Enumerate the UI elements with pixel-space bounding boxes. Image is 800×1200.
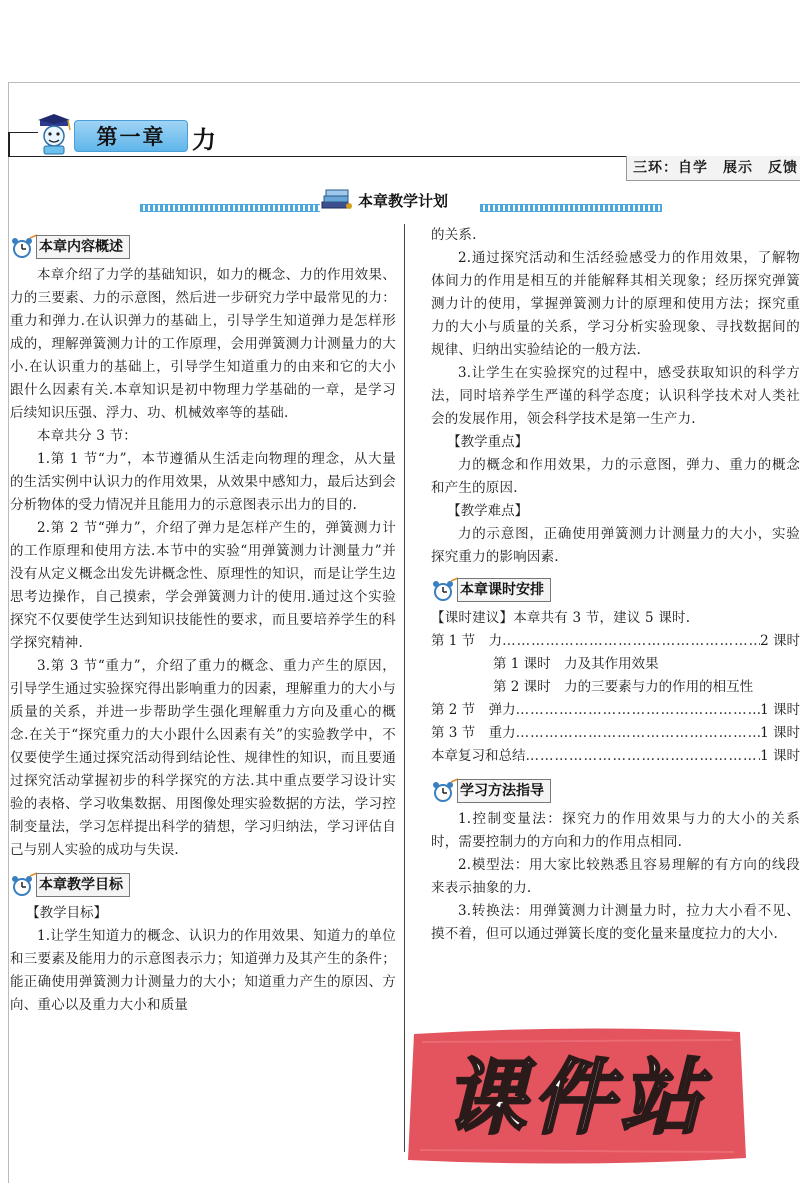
alarm-clock-icon: [10, 234, 38, 260]
mascot-icon: [34, 112, 74, 156]
schedule-row: [431, 699, 800, 722]
methods-paragraph: 2.模型法：用大家比较熟悉且容易理解的有方向的线段来表示抽象的力.: [431, 857, 800, 896]
difficulties-text: 力的示意图，正确使用弹簧测力计测量力的大小，实验探究重力的影响因素.: [431, 526, 800, 565]
alarm-clock-icon: [431, 577, 459, 603]
leader-dots: [516, 699, 760, 722]
schedule-lesson: 第 2 节 弹力: [431, 702, 516, 718]
column-divider: [404, 224, 405, 1152]
schedule-hours: 1 课时: [760, 702, 800, 718]
key-points-tag: 【教学重点】: [447, 434, 529, 450]
schedule-subrow: 第 1 课时 力及其作用效果: [493, 656, 659, 672]
goals-paragraph: 1.让学生知道力的概念、认识力的作用效果、知道力的单位和三要素及能用力的示意图表示力；知道弹力及其产生的条件；能正确使用弹簧测力计测量力的大小；知道重力产生的原因、方向、重心以及重力大小和质量: [10, 928, 396, 1013]
section-title: 学习方法指导: [457, 779, 551, 803]
schedule-hours: 1 课时: [760, 748, 800, 764]
schedule-row: [431, 722, 800, 745]
section-heading-overview: [10, 234, 396, 260]
schedule-lesson: 第 3 节 重力: [431, 725, 516, 741]
key-points-text: 力的概念和作用效果，力的示意图，弹力、重力的概念和产生的原因.: [431, 457, 800, 496]
watermark-stamp: [400, 1022, 752, 1168]
schedule-intro: 【课时建议】本章共有 3 节，建议 5 课时.: [431, 610, 691, 626]
methods-paragraph: 1.控制变量法：探究力的作用效果与力的大小的关系时，需要控制力的方向和力的作用点相同.: [431, 811, 800, 850]
chapter-title: 力: [192, 125, 216, 154]
watermark-text: 课件站: [444, 1051, 708, 1146]
difficulties-tag: 【教学难点】: [447, 503, 529, 519]
alarm-clock-icon: [10, 872, 38, 898]
plan-banner-title: 本章教学计划: [358, 191, 449, 210]
right-column: [431, 224, 800, 946]
goals-paragraph-continued: 的关系.: [431, 227, 477, 243]
schedule-subrow: 第 2 课时 力的三要素与力的作用的相互性: [493, 679, 754, 695]
goals-paragraph: 2.通过探究活动和生活经验感受力的作用效果，了解物体间力的作用是相互的并能解释其相关现象；经历探究弹簧测力计的使用，掌握弹簧测力计的原理和使用方法；探究重力的大小与质量的关系，学习分析实验现象、寻找数据间的规律、归纳出实验结论的一般方法.: [431, 250, 800, 358]
goals-paragraph: 3.让学生在实验探究的过程中，感受获取知识的科学方法，同时培养学生严谨的科学态度；认识科学技术对人类社会的发展作用，领会科学技术是第一生产力.: [431, 365, 800, 427]
chapter-badge: 第一章: [74, 120, 188, 152]
left-column: [10, 228, 396, 1017]
overview-paragraph: 本章共分 3 节：: [37, 428, 137, 444]
section-heading-methods: [431, 778, 800, 804]
plan-banner: [140, 186, 662, 216]
overview-paragraph: 2.第 2 节“弹力”，介绍了弹力是怎样产生的，弹簧测力计的工作原理和使用方法.本节中的实验“用弹簧测力计测量力”并没有从定义概念出发先讲概念性、原理性的知识，而是让学生边思考边操作，自己摸索，学会弹簧测力计的使用.通过这个实验探究不仅要使学生达到知识技能性的要求，而且要培养学生的科学探究精神.: [10, 520, 396, 651]
schedule-hours: 1 课时: [760, 725, 800, 741]
section-title: 本章内容概述: [36, 235, 130, 259]
methods-paragraph: 3.转换法：用弹簧测力计测量力时，拉力大小看不见、摸不着，但可以通过弹簧长度的变化量来量度拉力的大小.: [431, 903, 800, 942]
schedule-lesson: 本章复习和总结: [431, 748, 526, 764]
schedule-hours: 2 课时: [760, 633, 800, 649]
leader-dots: [516, 722, 760, 745]
banner-label-box: [320, 188, 480, 212]
schedule-lesson: 第 1 节 力: [431, 633, 503, 649]
overview-paragraph: 3.第 3 节“重力”，介绍了重力的概念、重力产生的原因，引导学生通过实验探究得出影响重力的因素，理解重力的大小与质量的关系，并进一步帮助学生强化理解重力方向及重心的概念.在关于“探究重力的大小跟什么因素有关”的实验教学中，不仅要使学生通过探究活动得到结论性、规律性的知识，而且要通过探究活动掌握初步的科学探究的方法.其中重点要学习设计实验的表格、学习收集数据、用图像处理实验数据的方法，学习控制变量法，学习怎样提出科学的猜想，学习归纳法，学习评估自己与别人实验的成功与失误.: [10, 658, 396, 858]
goals-tag: 【教学目标】: [26, 905, 108, 921]
alarm-clock-icon: [431, 778, 459, 804]
leader-dots: [526, 745, 761, 768]
subheader-label: 三环：自学 展示 反馈: [626, 156, 800, 181]
leader-dots: [502, 630, 760, 653]
section-heading-schedule: [431, 577, 800, 603]
overview-paragraph: 本章介绍了力学的基础知识，如力的概念、力的作用效果、力的三要素、力的示意图，然后进一步研究力学中最常见的力：重力和弹力.在认识弹力的基础上，引导学生知道弹力是怎样形成的，理解弹簧测力计的工作原理，会用弹簧测力计测量力的大小.在认识重力的基础上，引导学生知道重力的由来和它的大小跟什么因素有关.本章知识是初中物理力学基础的一章，是学习后续知识压强、浮力、功、机械效率等的基础.: [10, 267, 396, 421]
schedule-row: [431, 745, 800, 768]
overview-paragraph: 1.第 1 节“力”，本节遵循从生活走向物理的理念，从大量的生活实例中认识力的作用效果，从效果中感知力，最后达到会分析物体的受力情况并且能用力的示意图表示出力的目的.: [10, 451, 396, 513]
header-rule-left: [8, 132, 10, 157]
books-icon: [320, 188, 354, 212]
chapter-header: [8, 112, 800, 160]
section-heading-goals: [10, 872, 396, 898]
schedule-row: [431, 630, 800, 653]
section-title: 本章课时安排: [457, 578, 551, 602]
section-title: 本章教学目标: [36, 873, 130, 897]
